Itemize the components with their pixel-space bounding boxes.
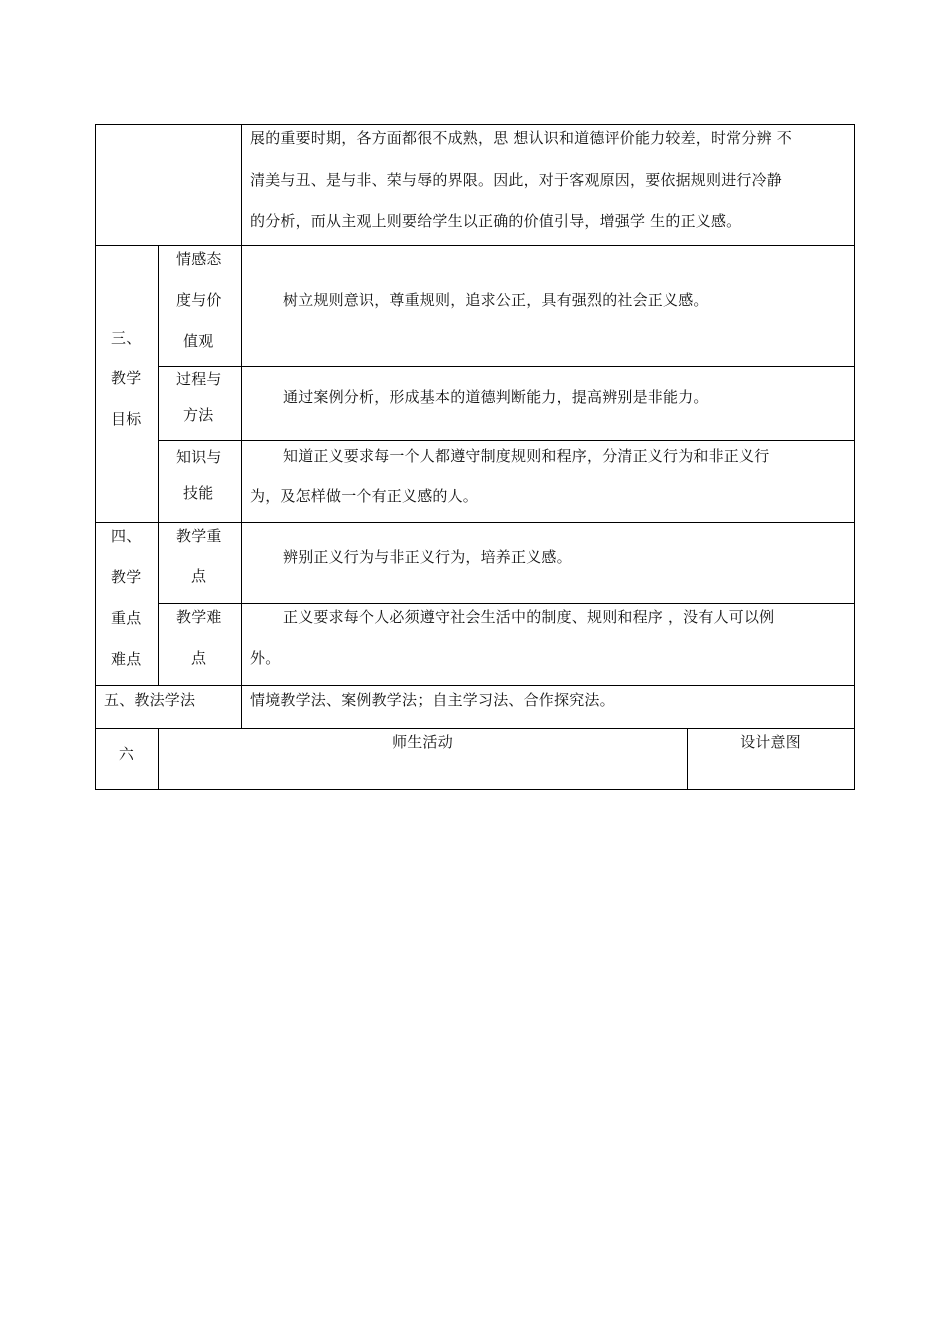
row-divider [95, 685, 855, 686]
col-divider [158, 245, 159, 685]
row-divider [95, 522, 855, 523]
text-line: 的分析，而从主观上则要给学生以正确的价值引导，增强学 生的正义感。 [250, 212, 742, 230]
label-line: 重点 [111, 609, 142, 627]
sub-label-line: 度与价 [176, 291, 222, 309]
table-border-left [95, 124, 96, 790]
sub-label-line: 教学难 [176, 608, 222, 626]
text-line: 展的重要时期，各方面都很不成熟，思 想认识和道德评价能力较差，时常分辨 不 [250, 129, 792, 147]
sub-label-line: 过程与 [176, 370, 222, 388]
row-content: 为，及怎样做一个有正义感的人。 [250, 487, 479, 505]
sub-label-line: 值观 [183, 332, 214, 350]
label-line: 难点 [111, 650, 142, 668]
label-line: 四、 [111, 527, 142, 545]
table-border-right [854, 124, 855, 790]
section6-col-activities: 师生活动 [392, 733, 453, 751]
row-divider [158, 366, 855, 367]
sub-label-line: 教学重 [176, 527, 222, 545]
text-line: 清美与丑、是与非、荣与辱的界限。因此，对于客观原因，要依据规则进行冷静 [250, 171, 783, 189]
sub-label-line: 点 [191, 567, 207, 585]
section5-label: 五、教法学法 [104, 691, 196, 709]
row-content: 树立规则意识，尊重规则，追求公正，具有强烈的社会正义感。 [283, 291, 709, 309]
section5-content: 情境教学法、案例教学法；自主学习法、合作探究法。 [250, 691, 615, 709]
label-line: 三、 [111, 329, 142, 347]
col-divider [241, 124, 242, 728]
section6-label: 六 [118, 745, 135, 763]
table-border-top [95, 124, 855, 125]
sub-label-line: 情感态 [176, 250, 222, 268]
label-line: 教学 [111, 369, 142, 387]
table-border-bottom [95, 789, 855, 790]
row-divider [158, 603, 855, 604]
label-line: 教学 [111, 568, 142, 586]
row-content: 正义要求每个人必须遵守社会生活中的制度、规则和程序 ，没有人可以例 [283, 608, 775, 626]
sub-label-line: 知识与 [176, 448, 222, 466]
row-divider [158, 440, 855, 441]
sub-label-line: 技能 [183, 484, 214, 502]
sub-label-line: 方法 [183, 406, 214, 424]
sub-label-line: 点 [191, 649, 207, 667]
section6-col-intent: 设计意图 [740, 733, 801, 751]
label-line: 目标 [111, 410, 142, 428]
row-content: 辨别正义行为与非正义行为，培养正义感。 [283, 548, 572, 566]
row-divider [95, 728, 855, 729]
row-content: 外。 [250, 649, 281, 667]
row-content: 知道正义要求每一个人都遵守制度规则和程序，分清正义行为和非正义行 [283, 447, 770, 465]
row-divider [95, 245, 855, 246]
row-content: 通过案例分析，形成基本的道德判断能力，提高辨别是非能力。 [283, 388, 709, 406]
